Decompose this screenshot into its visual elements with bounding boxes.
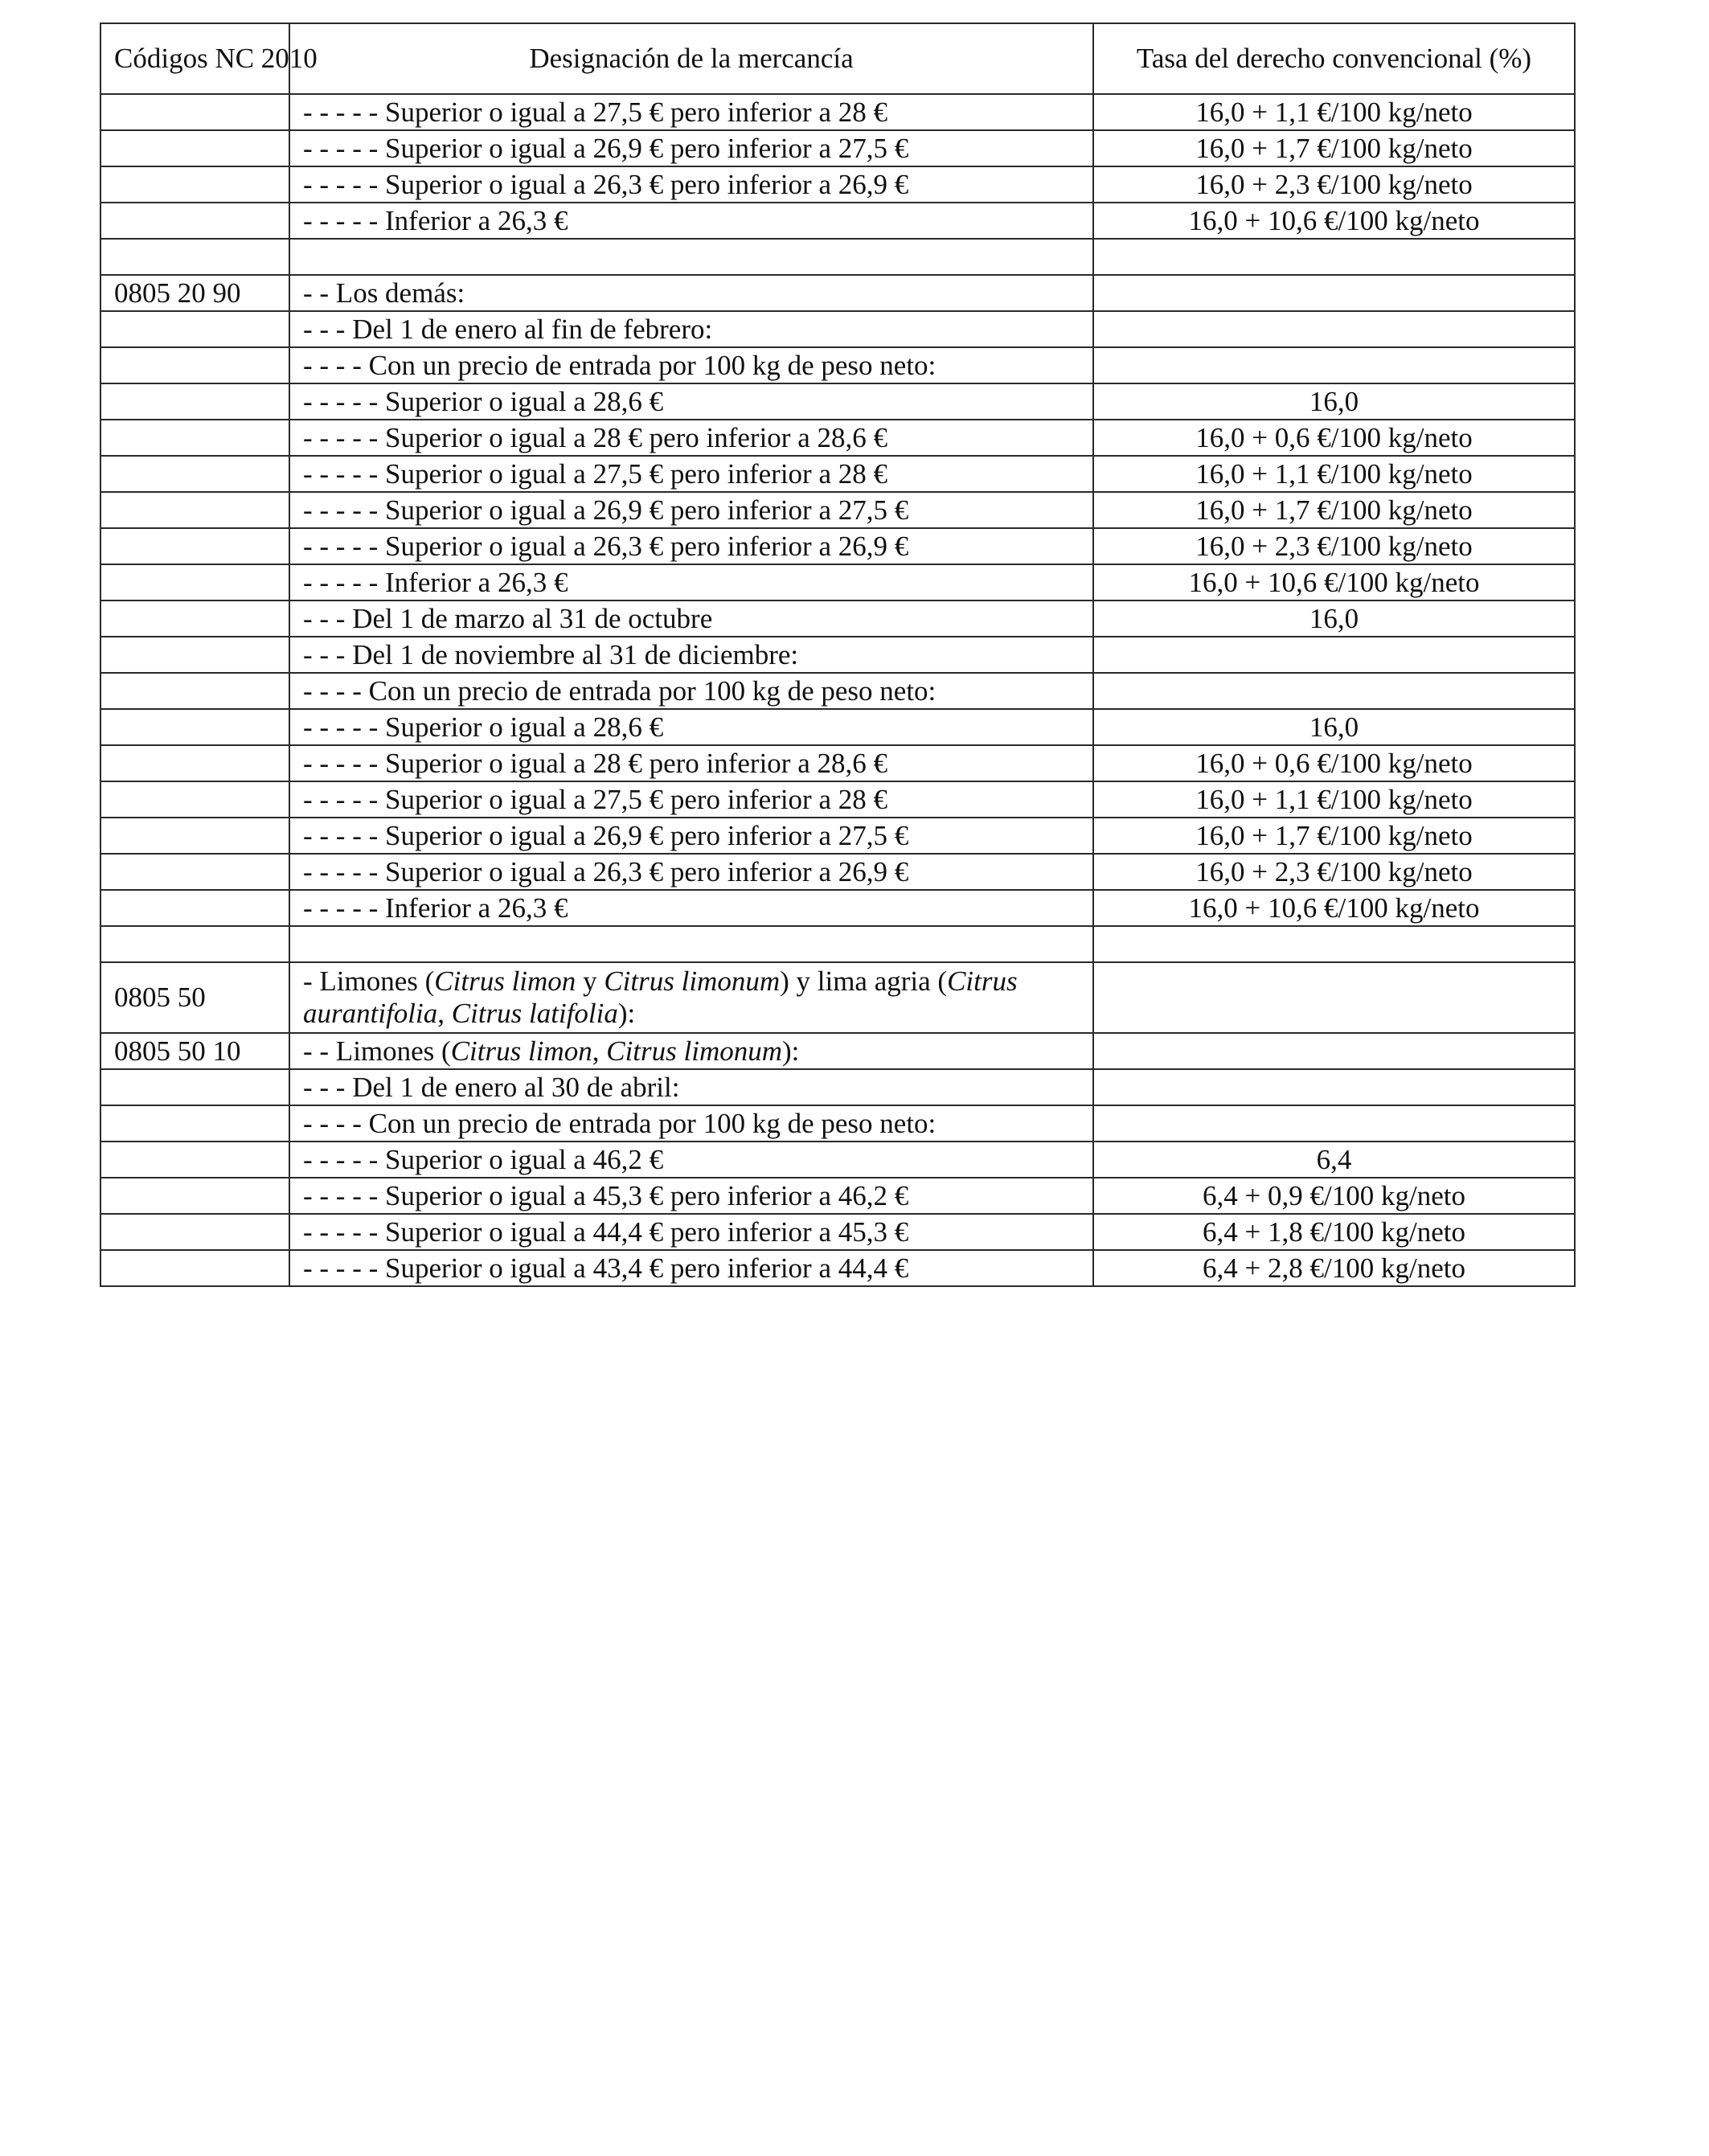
- rate-cell: 16,0 + 1,7 €/100 kg/neto: [1093, 492, 1575, 528]
- code-cell: [100, 564, 289, 600]
- rate-cell: 16,0 + 2,3 €/100 kg/neto: [1093, 166, 1575, 203]
- table-row: [100, 1214, 1575, 1250]
- table-row: [100, 673, 1575, 709]
- designation-cell: - - - - - Superior o igual a 46,2 €: [289, 1142, 1093, 1178]
- rate-cell: [1093, 962, 1575, 1033]
- code-cell: [100, 166, 289, 203]
- designation-cell: - - - - - Superior o igual a 26,3 € pero inferior a 26,9 €: [289, 854, 1093, 890]
- designation-cell: [289, 926, 1093, 962]
- code-cell: [100, 1250, 289, 1286]
- designation-cell: - - - - - Superior o igual a 44,4 € pero inferior a 45,3 €: [289, 1214, 1093, 1250]
- designation-cell: - - - - - Superior o igual a 28 € pero inferior a 28,6 €: [289, 420, 1093, 456]
- table-row: [100, 528, 1575, 564]
- table-row: [100, 926, 1575, 962]
- designation-cell: - - Los demás:: [289, 275, 1093, 311]
- species-name: Citrus limonum: [604, 965, 781, 997]
- designation-cell: - - - - - Superior o igual a 27,5 € pero inferior a 28 €: [289, 781, 1093, 818]
- table-row: [100, 239, 1575, 275]
- rate-cell: [1093, 347, 1575, 383]
- species-name: Citrus aurantifolia: [303, 965, 1018, 1029]
- rate-cell: 16,0 + 1,1 €/100 kg/neto: [1093, 94, 1575, 130]
- table-row: [100, 1069, 1575, 1105]
- table-row: [100, 347, 1575, 383]
- table-body: [100, 94, 1575, 1286]
- designation-text: - - Limones (: [303, 1035, 451, 1067]
- designation-cell: - - - Del 1 de enero al 30 de abril:: [289, 1069, 1093, 1105]
- designation-cell: - - - - - Superior o igual a 26,9 € pero inferior a 27,5 €: [289, 492, 1093, 528]
- table-row: [100, 1033, 1575, 1069]
- designation-cell: - - - - Con un precio de entrada por 100 kg de peso neto:: [289, 347, 1093, 383]
- designation-cell: - - - - Con un precio de entrada por 100 kg de peso neto:: [289, 1105, 1093, 1142]
- table-row: [100, 311, 1575, 347]
- rate-cell: 16,0: [1093, 709, 1575, 745]
- designation-text: ):: [782, 1035, 800, 1067]
- table-row: [100, 745, 1575, 781]
- rate-cell: [1093, 275, 1575, 311]
- table-row: [100, 854, 1575, 890]
- rate-cell: 6,4 + 0,9 €/100 kg/neto: [1093, 1178, 1575, 1214]
- rate-cell: 16,0 + 2,3 €/100 kg/neto: [1093, 854, 1575, 890]
- designation-cell: [289, 962, 1093, 1033]
- table-row: [100, 564, 1575, 600]
- designation-text: ) y lima agria (: [780, 965, 948, 997]
- code-cell: [100, 492, 289, 528]
- header-rate: Tasa del derecho convencional (%): [1093, 23, 1575, 94]
- rate-cell: 6,4 + 2,8 €/100 kg/neto: [1093, 1250, 1575, 1286]
- designation-cell: - - - Del 1 de noviembre al 31 de diciembre:: [289, 637, 1093, 673]
- rate-cell: 6,4: [1093, 1142, 1575, 1178]
- code-cell: [100, 745, 289, 781]
- code-cell: [100, 1142, 289, 1178]
- designation-text: ,: [437, 998, 452, 1029]
- designation-text: ):: [617, 998, 636, 1029]
- code-cell: [100, 709, 289, 745]
- species-name: Citrus limon: [450, 1035, 592, 1067]
- rate-cell: 16,0: [1093, 383, 1575, 420]
- designation-cell: - - - Del 1 de enero al fin de febrero:: [289, 311, 1093, 347]
- rate-cell: 16,0 + 1,7 €/100 kg/neto: [1093, 130, 1575, 166]
- designation-cell: - - - - - Superior o igual a 27,5 € pero inferior a 28 €: [289, 94, 1093, 130]
- code-cell: [100, 1214, 289, 1250]
- rate-cell: [1093, 637, 1575, 673]
- designation-cell: - - - - - Superior o igual a 28,6 €: [289, 383, 1093, 420]
- code-cell: [100, 203, 289, 239]
- tariff-table: [100, 23, 1576, 1287]
- rate-cell: [1093, 1069, 1575, 1105]
- rate-cell: 16,0 + 10,6 €/100 kg/neto: [1093, 890, 1575, 926]
- header-designation: Designación de la mercancía: [289, 23, 1093, 94]
- table-row: [100, 166, 1575, 203]
- code-cell: [100, 456, 289, 492]
- table-row: [100, 1178, 1575, 1214]
- designation-cell: - - - - - Superior o igual a 28 € pero inferior a 28,6 €: [289, 745, 1093, 781]
- code-cell: [100, 383, 289, 420]
- code-cell: [100, 94, 289, 130]
- table-row: [100, 637, 1575, 673]
- table-row: [100, 492, 1575, 528]
- designation-cell: - - - - - Superior o igual a 26,3 € pero inferior a 26,9 €: [289, 166, 1093, 203]
- code-cell: [100, 1178, 289, 1214]
- designation-cell: - - - - - Superior o igual a 43,4 € pero inferior a 44,4 €: [289, 1250, 1093, 1286]
- table-row: [100, 1105, 1575, 1142]
- designation-cell: - - - - - Inferior a 26,3 €: [289, 564, 1093, 600]
- rate-cell: [1093, 311, 1575, 347]
- rate-cell: 6,4 + 1,8 €/100 kg/neto: [1093, 1214, 1575, 1250]
- code-cell: [100, 926, 289, 962]
- designation-text: y: [576, 965, 605, 997]
- table-row: [100, 600, 1575, 637]
- code-cell: 0805 20 90: [100, 275, 289, 311]
- table-row: [100, 962, 1575, 1033]
- table-row: [100, 781, 1575, 818]
- code-cell: [100, 673, 289, 709]
- rate-cell: [1093, 1033, 1575, 1069]
- rate-cell: 16,0 + 10,6 €/100 kg/neto: [1093, 564, 1575, 600]
- rate-cell: 16,0 + 0,6 €/100 kg/neto: [1093, 420, 1575, 456]
- table-row: [100, 818, 1575, 854]
- designation-cell: - - - - - Superior o igual a 45,3 € pero inferior a 46,2 €: [289, 1178, 1093, 1214]
- designation-cell: - - - - - Superior o igual a 26,9 € pero inferior a 27,5 €: [289, 818, 1093, 854]
- table-header: [100, 23, 1575, 94]
- designation-cell: - - - - - Superior o igual a 26,3 € pero inferior a 26,9 €: [289, 528, 1093, 564]
- code-cell: [100, 528, 289, 564]
- designation-cell: - - - - - Inferior a 26,3 €: [289, 203, 1093, 239]
- designation-cell: [289, 239, 1093, 275]
- code-cell: [100, 130, 289, 166]
- table-row: [100, 275, 1575, 311]
- code-cell: [100, 347, 289, 383]
- header-row: [100, 23, 1575, 94]
- code-cell: [100, 311, 289, 347]
- rate-cell: [1093, 1105, 1575, 1142]
- header-codes: Códigos NC 2010: [100, 23, 289, 94]
- rate-cell: 16,0 + 1,1 €/100 kg/neto: [1093, 781, 1575, 818]
- code-cell: 0805 50: [100, 962, 289, 1033]
- species-name: Citrus limon: [434, 965, 576, 997]
- code-cell: [100, 818, 289, 854]
- table-row: [100, 709, 1575, 745]
- table-row: [100, 420, 1575, 456]
- rate-cell: [1093, 673, 1575, 709]
- designation-cell: - - - - - Inferior a 26,3 €: [289, 890, 1093, 926]
- table-row: [100, 94, 1575, 130]
- rate-cell: 16,0 + 1,1 €/100 kg/neto: [1093, 456, 1575, 492]
- code-cell: [100, 890, 289, 926]
- table-row: [100, 1142, 1575, 1178]
- designation-cell: - - - Del 1 de marzo al 31 de octubre: [289, 600, 1093, 637]
- designation-cell: - - - - Con un precio de entrada por 100 kg de peso neto:: [289, 673, 1093, 709]
- rate-cell: [1093, 926, 1575, 962]
- code-cell: [100, 854, 289, 890]
- rate-cell: 16,0 + 1,7 €/100 kg/neto: [1093, 818, 1575, 854]
- rate-cell: 16,0: [1093, 600, 1575, 637]
- designation-text: ,: [592, 1035, 607, 1067]
- table-row: [100, 130, 1575, 166]
- designation-text: - Limones (: [303, 965, 435, 997]
- code-cell: [100, 637, 289, 673]
- designation-cell: - - - - - Superior o igual a 27,5 € pero inferior a 28 €: [289, 456, 1093, 492]
- code-cell: [100, 781, 289, 818]
- table-row: [100, 456, 1575, 492]
- code-cell: [100, 1069, 289, 1105]
- rate-cell: 16,0 + 2,3 €/100 kg/neto: [1093, 528, 1575, 564]
- designation-cell: [289, 1033, 1093, 1069]
- table-row: [100, 203, 1575, 239]
- species-name: Citrus limonum: [606, 1035, 783, 1067]
- code-cell: [100, 600, 289, 637]
- code-cell: [100, 1105, 289, 1142]
- table-row: [100, 890, 1575, 926]
- species-name: Citrus latifolia: [451, 998, 618, 1029]
- designation-cell: - - - - - Superior o igual a 28,6 €: [289, 709, 1093, 745]
- code-cell: 0805 50 10: [100, 1033, 289, 1069]
- code-cell: [100, 239, 289, 275]
- designation-cell: - - - - - Superior o igual a 26,9 € pero inferior a 27,5 €: [289, 130, 1093, 166]
- rate-cell: 16,0 + 10,6 €/100 kg/neto: [1093, 203, 1575, 239]
- rate-cell: [1093, 239, 1575, 275]
- table-row: [100, 1250, 1575, 1286]
- table-row: [100, 383, 1575, 420]
- rate-cell: 16,0 + 0,6 €/100 kg/neto: [1093, 745, 1575, 781]
- code-cell: [100, 420, 289, 456]
